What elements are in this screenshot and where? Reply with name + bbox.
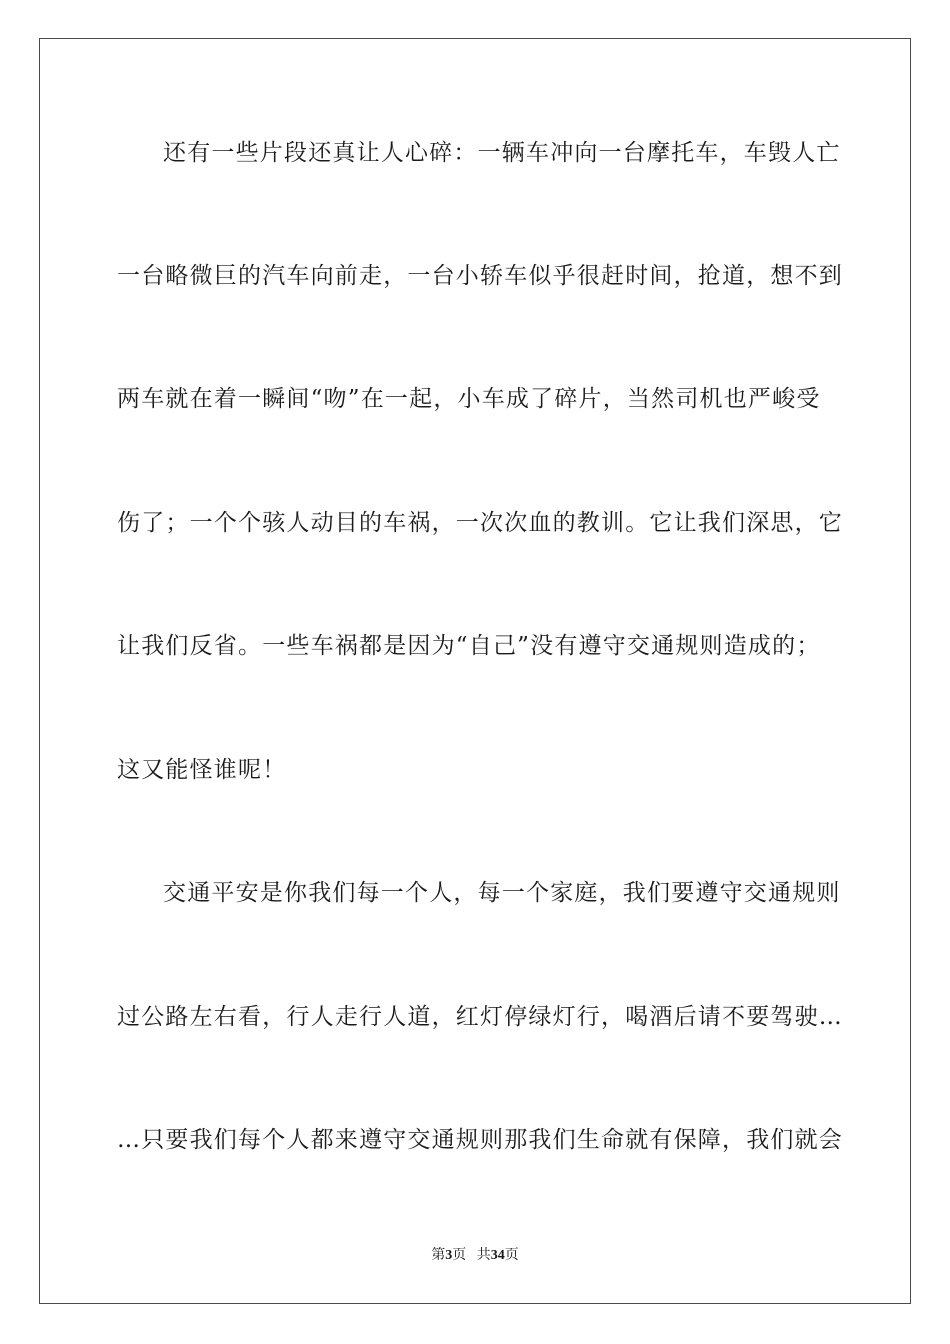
paragraph-line: 让我们反省。一些车祸都是因为“自己”没有遵守交通规则造成的；	[117, 633, 821, 659]
page-number-suffix: 页	[452, 1248, 467, 1263]
page-number: 3	[445, 1248, 453, 1263]
paragraph-line: 伤了；一个个骇人动目的车祸，一次次血的教训。它让我们深思，它	[117, 510, 843, 536]
page-border	[39, 38, 911, 1304]
paragraph-line: 过公路左右看，行人走行人道，红灯停绿灯行，喝酒后请不要驾驶…	[117, 1004, 843, 1030]
total-pages-suffix: 页	[504, 1248, 519, 1263]
total-pages: 34	[490, 1248, 505, 1263]
paragraph-line: …只要我们每个人都来遵守交通规则那我们生命就有保障，我们就会	[117, 1127, 843, 1153]
page-footer	[0, 1247, 950, 1265]
total-pages-prefix: 共	[476, 1248, 491, 1263]
page-number-prefix: 第	[431, 1248, 446, 1263]
paragraph-line: 两车就在着一瞬间“吻”在一起，小车成了碎片，当然司机也严峻受	[117, 386, 821, 412]
paragraph-line: 还有一些片段还真让人心碎：一辆车冲向一台摩托车，车毁人亡	[163, 140, 841, 166]
paragraph-line: 交通平安是你我们每一个人，每一个家庭，我们要遵守交通规则	[163, 880, 841, 906]
paragraph-line: 这又能怪谁呢！	[117, 757, 287, 783]
paragraph-line: 一台略微巨的汽车向前走，一台小轿车似乎很赶时间，抢道，想不到	[117, 263, 843, 289]
